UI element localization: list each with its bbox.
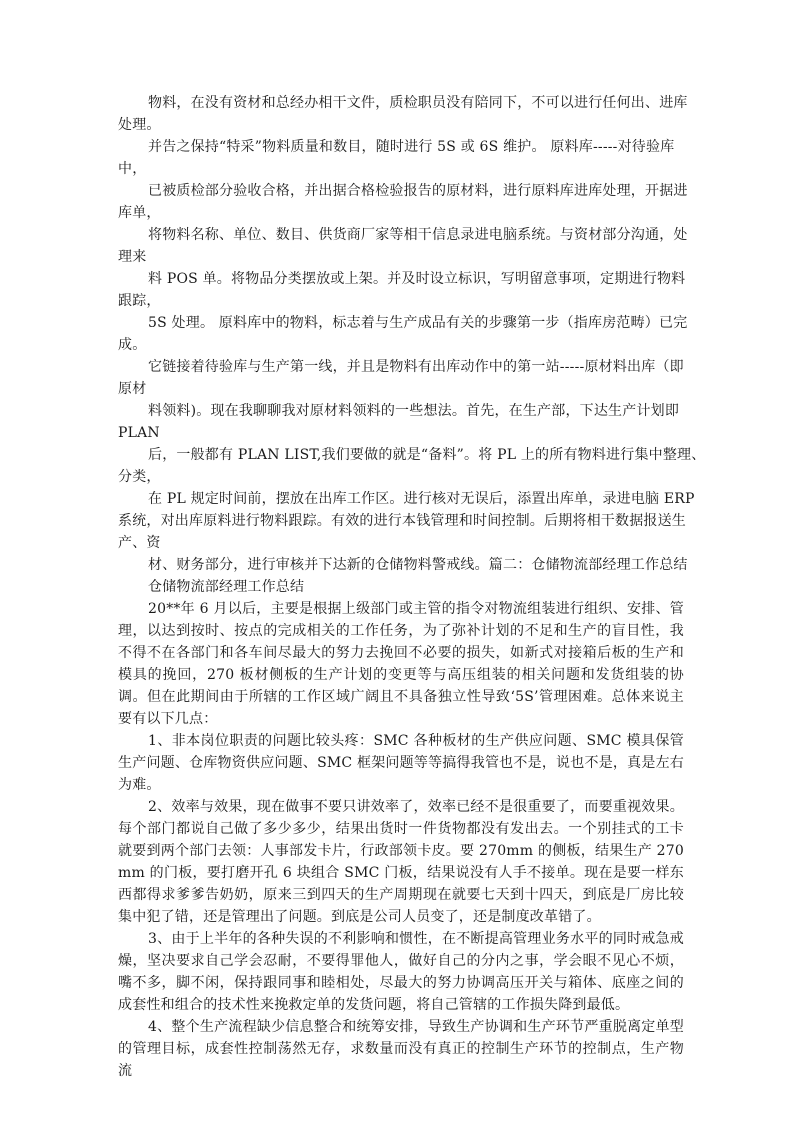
paragraph-line: 料领料)。现在我聊聊我对原材料领料的一些想法。首先，在生产部，下达生产计划即: [148, 403, 680, 419]
paragraph-line: 已被质检部分验收合格，并出据合格检验报告的原材料，进行原料库进库处理，开据进: [148, 183, 688, 199]
paragraph-line: 5S 处理。 原料库中的物料，标志着与生产成品有关的步骤第一步（指库房范畴）已完: [148, 315, 688, 331]
section-b: [118, 488, 695, 554]
paragraph-line: 料 POS 单。将物品分类摆放或上架。并及时设立标识，写明留意事项，定期进行物料: [148, 271, 686, 287]
paragraph-line: 理来: [118, 249, 147, 265]
body-paragraph: 20**年 6 月以后，主要是根据上级部门或主管的指令对物流组装进行组织、安排、管理，以达到按时、按点的完成相关的工作任务，为了弥补计划的不足和生产的盲目性，我不得不在各部门和各车间尽最大的努力去挽回不必要的损失，如新式对接箱后板的生产和模具的挽回，270 板材侧板的生产计划的变更等与高压组装的相关问题和发货组装的协调。但在此期间由于所辖的工作区域广阔且不具备独立性导致‘5S’管理困难。总体来说主要有以下几点：: [118, 601, 684, 727]
paragraph-line: 分类，: [118, 469, 161, 485]
paragraph-line: 系统，对出库原料进行物料跟踪。有效的进行本钱管理和时间控制。后期将相干数据报送生: [118, 513, 686, 529]
paragraph-line: 后，一般都有 PLAN LIST,我们要做的就是“备料”。将 PL 上的所有物料进行集中整理、: [148, 447, 706, 463]
paragraph-line: 物料，在没有资材和总经办相干文件，质检职员没有陪同下，不可以进行任何出、进库: [148, 95, 688, 111]
section-c: [118, 554, 688, 598]
paragraph-line: 材、财务部分，进行审核并下达新的仓储物料警戒线。篇二：仓储物流部经理工作总结: [148, 557, 688, 573]
paragraph-line: PLAN: [118, 425, 160, 441]
paragraph-line: 中，: [118, 161, 147, 177]
paragraph-line: 在 PL 规定时间前，摆放在出库工作区。进行核对无误后，添置出库单，录进电脑 ERP: [148, 491, 695, 507]
document-page: [118, 92, 706, 1082]
paragraph-line: 库单，: [118, 205, 161, 221]
body-paragraph: 4、整个生产流程缺少信息整合和统筹安排，导致生产协调和生产环节严重脱离定单型的管理目标，成套性控制荡然无存，求数量而没有真正的控制生产环节的控制点，生产物流: [118, 1019, 684, 1079]
paragraph-line: 将物料名称、单位、数目、供货商厂家等相干信息录进电脑系统。与资材部分沟通，处: [148, 227, 688, 243]
paragraph-line: 跟踪，: [118, 293, 161, 309]
section-title: 仓储物流部经理工作总结: [148, 579, 305, 595]
body-paragraph: 2、效率与效果，现在做事不要只讲效率了，效率已经不是很重要了，而要重视效果。每个部门都说自己做了多少多少，结果出货时一件货物都没有发出去。一个别挂式的工卡就要到两个部门去领：人事部发卡片，行政部领卡皮。要 270mm 的侧板，结果生产 270mm 的门板，要打磨开孔 6 块组合 SMC 门板，结果说没有人手不接单。现在是要一样东西都得求爹爹告奶奶，原来三到四天的生产周期现在就要七天到十四天，到底是厂房比较集中犯了错，还是管理出了问题。到底是公司人员变了，还是制度改革错了。: [118, 799, 684, 925]
paragraph-line: 产、资: [118, 535, 161, 551]
paragraph-line: 并告之保持“特采”物料质量和数目，随时进行 5S 或 6S 维护。 原料库-----对待验库: [148, 139, 675, 155]
section-body: [118, 598, 684, 1082]
paragraph-line: 它链接着待验库与生产第一线，并且是物料有出库动作中的第一站-----原材料出库（即: [148, 359, 684, 375]
section-a: [118, 92, 706, 488]
body-paragraph: 1、非本岗位职责的问题比较头疼：SMC 各种板材的生产供应问题、SMC 模具保管生产问题、仓库物资供应问题、SMC 框架问题等等搞得我管也不是，说也不是，真是左右为难。: [118, 733, 684, 793]
paragraph-line: 成。: [118, 337, 147, 353]
paragraph-line: 处理。: [118, 117, 161, 133]
paragraph-line: 原材: [118, 381, 147, 397]
body-paragraph: 3、由于上半年的各种失误的不利影响和惯性，在不断提高管理业务水平的同时戒急戒燥，坚决要求自己学会忍耐，不要得罪他人，做好自己的分内之事，学会眼不见心不烦，嘴不多，脚不闲，保持跟同事和睦相处，尽最大的努力协调高压开关与箱体、底座之间的成套性和组合的技术性来挽救定单的发货问题，将自己管辖的工作损失降到最低。: [118, 931, 684, 1013]
